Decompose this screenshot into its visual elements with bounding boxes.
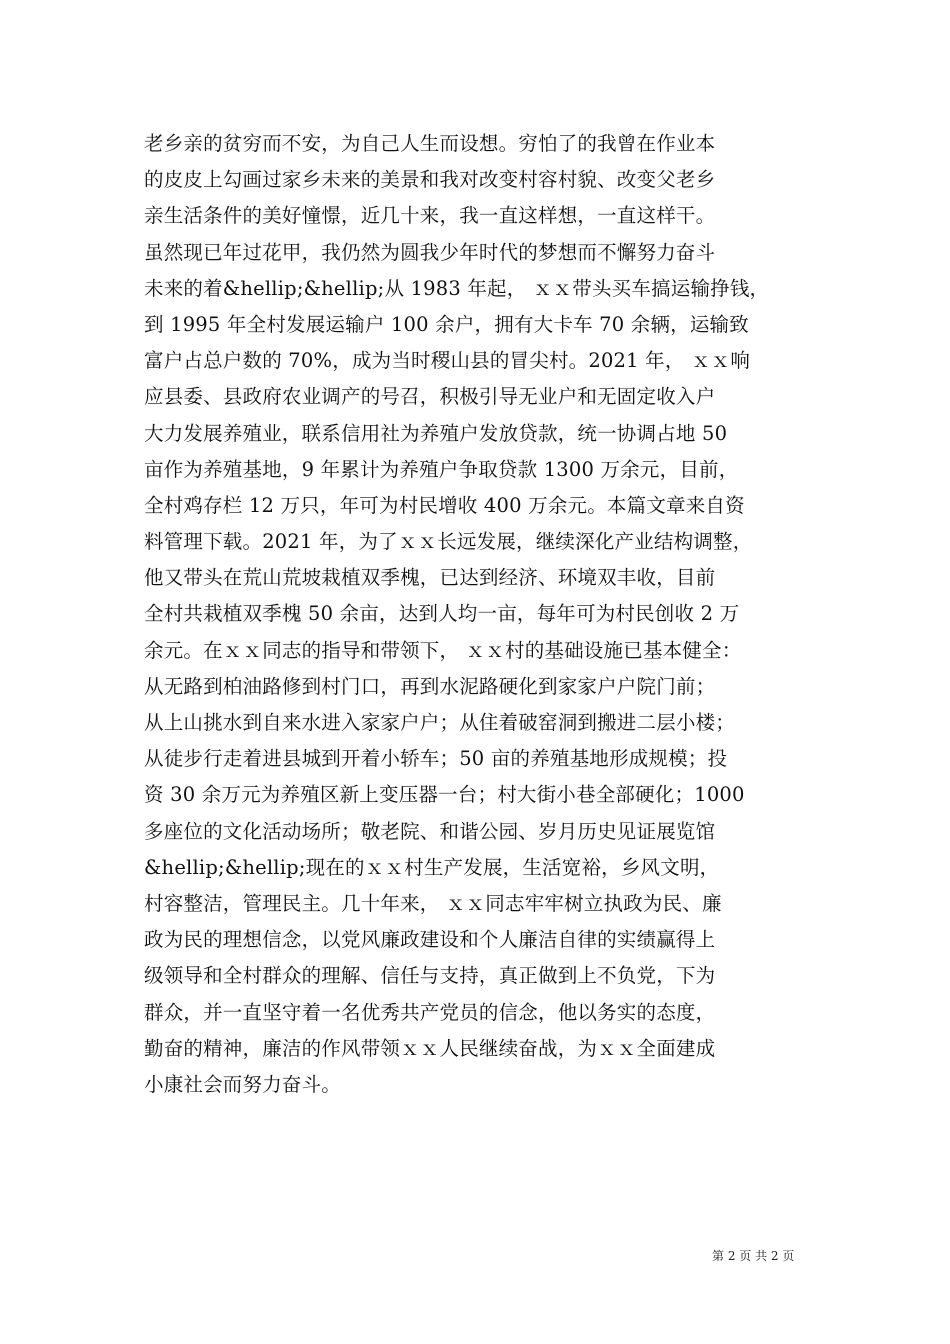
text-line: 小康社会而努力奋斗。 <box>144 1072 342 1096</box>
text-line: 勤奋的精神，廉洁的作风带领ｘｘ人民继续奋战，为ｘｘ全面建成 <box>144 1036 716 1060</box>
text-line: 未来的着&hellip;&hellip;从 1983 年起， ｘｘ带头买车搞运输挣钱， <box>144 276 770 300</box>
text-line: 多座位的文化活动场所；敬老院、和谐公园、岁月历史见证展览馆 <box>144 819 716 843</box>
text-line: 村容整洁，管理民主。几十年来， ｘｘ同志牢牢树立执政为民、廉 <box>144 891 722 915</box>
text-line: 他又带头在荒山荒坡栽植双季槐，已达到经济、环境双丰收，目前 <box>144 566 716 590</box>
text-line: 政为民的理想信念，以党风廉政建设和个人廉洁自律的实绩赢得上 <box>144 928 716 952</box>
text-line: 大力发展养殖业，联系信用社为养殖户发放贷款，统一协调占地 50 <box>144 421 728 445</box>
text-line: 资 30 余万元为养殖区新上变压器一台；村大街小巷全部硬化；1000 <box>144 783 745 807</box>
body-text <box>144 126 824 1103</box>
text-line: 全村共栽植双季槐 50 余亩，达到人均一亩，每年可为村民创收 2 万 <box>144 602 740 626</box>
page-number: 第 2 页 共 2 页 <box>712 1249 795 1263</box>
text-line: 从上山挑水到自来水进入家家户户；从住着破窑洞到搬进二层小楼； <box>144 711 736 734</box>
text-line: &hellip;&hellip;现在的ｘｘ村生产发展，生活宽裕，乡风文明， <box>144 855 720 879</box>
text-line: 亲生活条件的美好憧憬，近几十来，我一直这样想，一直这样干。 <box>144 204 716 228</box>
text-line: 应县委、县政府农业调产的号召，积极引导无业户和无固定收入户 <box>144 385 716 409</box>
text-line: 级领导和全村群众的理解、信任与支持，真正做到上不负党，下为 <box>144 964 716 988</box>
text-line: 虽然现已年过花甲，我仍然为圆我少年时代的梦想而不懈努力奋斗 <box>144 240 716 264</box>
text-line: 老乡亲的贫穷而不安，为自己人生而设想。穷怕了的我曾在作业本 <box>144 132 716 155</box>
text-line: 亩作为养殖基地，9 年累计为养殖户争取贷款 1300 万余元，目前， <box>144 457 739 481</box>
text-line: 从徒步行走着进县城到开着小轿车；50 亩的养殖基地形成规模；投 <box>144 747 728 771</box>
text-line: 全村鸡存栏 12 万只，年可为村民增收 400 万余元。本篇文章来自资 <box>144 493 745 517</box>
text-line: 的皮皮上勾画过家乡未来的美景和我对改变村容村貌、改变父老乡 <box>144 168 716 192</box>
text-line: 富户占总户数的 70%，成为当时稷山县的冒尖村。2021 年， ｘｘ响 <box>144 349 751 373</box>
text-line: 从无路到柏油路修到村门口，再到水泥路硬化到家家户户院门前； <box>144 674 716 698</box>
text-line: 群众，并一直坚守着一名优秀共产党员的信念，他以务实的态度， <box>144 1000 716 1024</box>
text-line: 到 1995 年全村发展运输户 100 余户，拥有大卡车 70 余辆，运输致 <box>144 312 749 336</box>
text-line: 料管理下载。2021 年，为了ｘｘ长远发展，继续深化产业结构调整， <box>144 530 753 554</box>
text-line: 余元。在ｘｘ同志的指导和带领下， ｘｘ村的基础设施已基本健全： <box>144 638 742 662</box>
